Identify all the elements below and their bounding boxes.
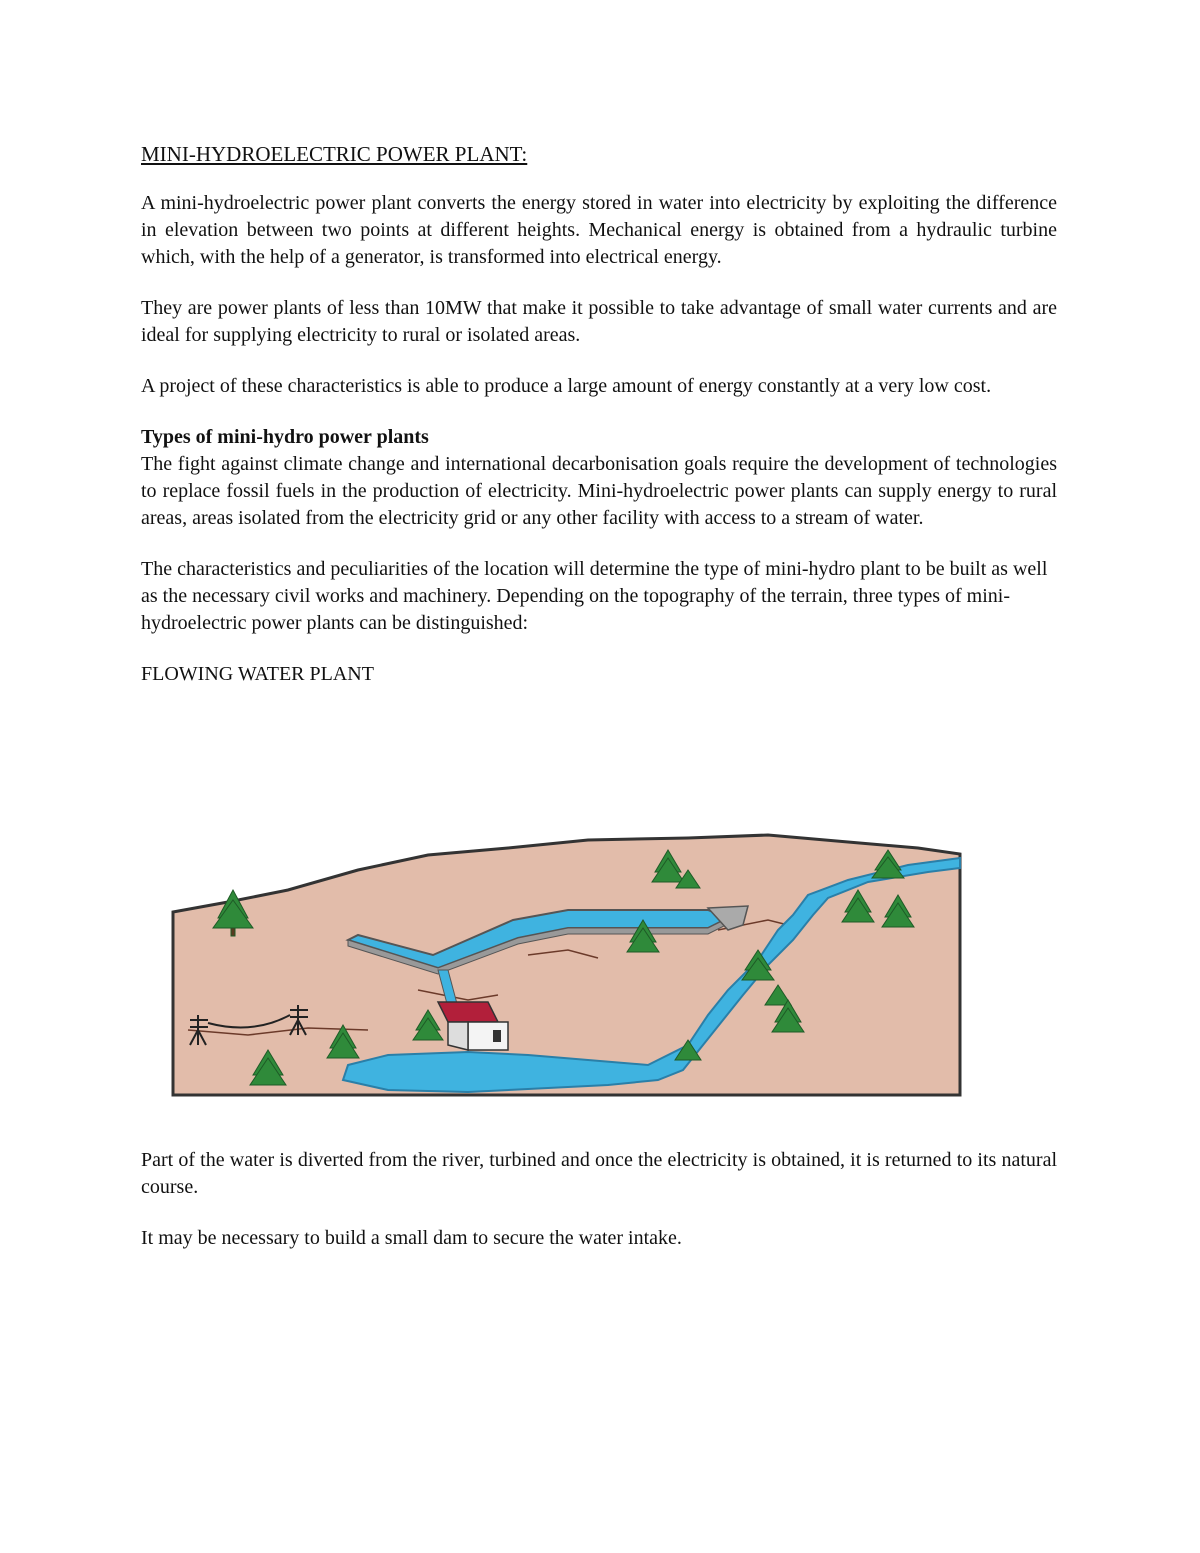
page-title: MINI-HYDROELECTRIC POWER PLANT:: [141, 142, 528, 166]
paragraph-climate: The fight against climate change and international decarbonisation goals require the development of technologies to replace fossil fuels in the production of electricity. Mini-hydroelectric power plants can supply energy to rural areas, areas isolated from the electricity grid or any other facility with access to a stream of water.: [141, 453, 1057, 529]
paragraph-location: The characteristics and peculiarities of the location will determine the type of mini-hydro plant to be built as well as the necessary civil works and machinery. Depending on the topography of the terrain, three types of mini-hydroelectric power plants can be distinguished:: [141, 558, 1048, 634]
flowing-water-plant-illustration: [168, 830, 964, 1100]
terrain: [173, 835, 960, 1095]
section-heading: Types of mini-hydro power plants: [141, 426, 429, 448]
paragraph-intro: A mini-hydroelectric power plant converts the energy stored in water into electricity by exploiting the difference in elevation between two points at different heights. Mechanical energy is obtained from a hydraulic turbine which, with the help of a generator, is transformed into electrical energy.: [141, 192, 1057, 268]
document-body: [141, 140, 1057, 728]
paragraph-dam: It may be necessary to build a small dam to secure the water intake.: [141, 1227, 682, 1249]
paragraph-capacity: They are power plants of less than 10MW that make it possible to take advantage of small water currents and are ideal for supplying electricity to rural or isolated areas.: [141, 297, 1057, 346]
after-figure-text: [141, 1147, 1057, 1276]
paragraph-cost: A project of these characteristics is able to produce a large amount of energy constantly at a very low cost.: [141, 375, 992, 397]
subheading-flowing-water: FLOWING WATER PLANT: [141, 663, 374, 685]
paragraph-diversion: Part of the water is diverted from the river, turbined and once the electricity is obtained, it is returned to its natural course.: [141, 1149, 1057, 1198]
